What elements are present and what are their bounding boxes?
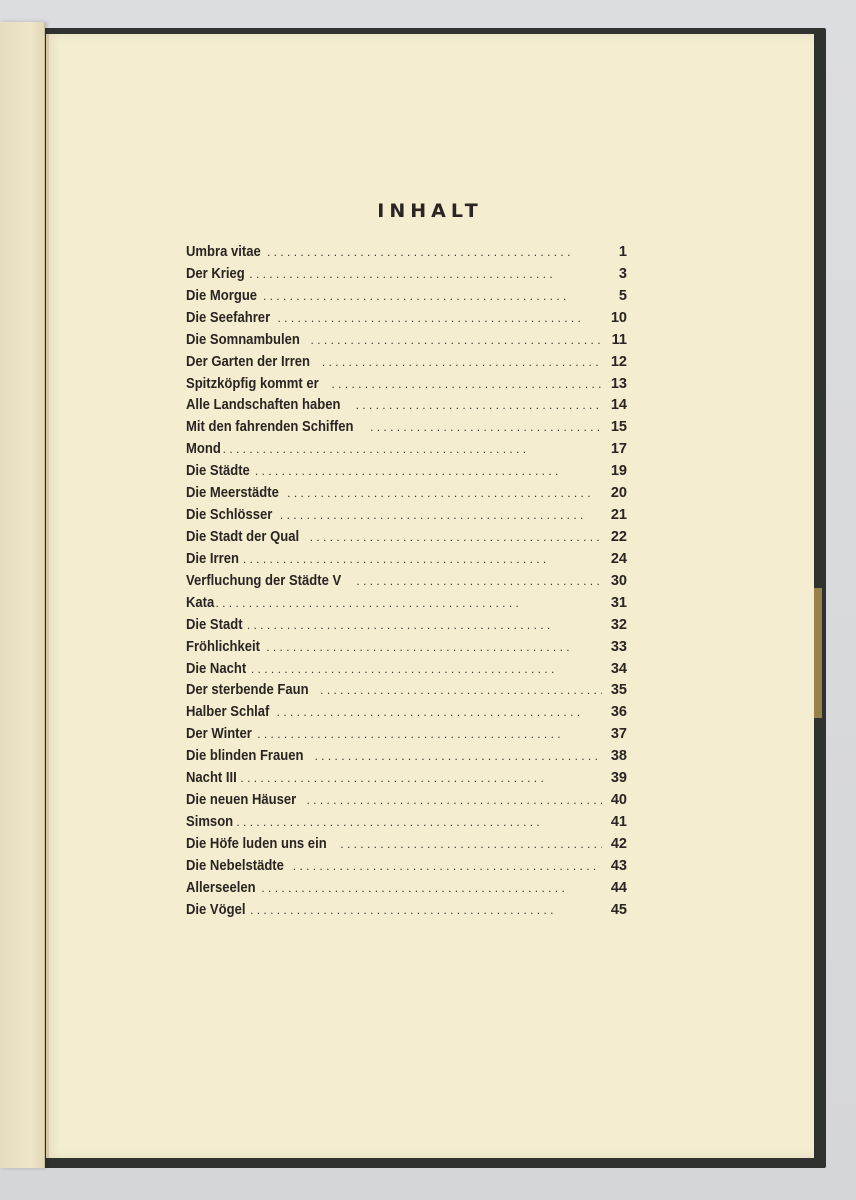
page-title: INHALT xyxy=(377,200,483,222)
toc-entry xyxy=(186,814,627,836)
dot-leader xyxy=(215,595,602,611)
dot-leader xyxy=(247,617,602,633)
toc-entry-page-number: 5 xyxy=(618,287,627,304)
dot-leader xyxy=(249,266,602,282)
toc-entry xyxy=(186,419,627,441)
toc-entry xyxy=(186,792,627,814)
dot-leader xyxy=(370,419,602,435)
left-flyleaf-page xyxy=(0,22,45,1168)
toc-entry-title: Die Somnambulen xyxy=(186,331,300,348)
toc-entry-title: Nacht III xyxy=(186,770,237,787)
toc-entry xyxy=(186,376,627,398)
toc-entry xyxy=(186,639,627,661)
toc-entry-title: Die Nacht xyxy=(186,660,247,677)
dot-leader xyxy=(340,836,602,852)
toc-entry-page-number: 41 xyxy=(610,813,627,830)
toc-entry-page-number: 21 xyxy=(610,507,627,524)
toc-entry-title: Allerseelen xyxy=(186,879,256,896)
dot-leader xyxy=(320,682,602,698)
dot-leader xyxy=(240,770,602,786)
toc-entry xyxy=(186,902,627,924)
toc-entry-page-number: 34 xyxy=(610,660,627,677)
dot-leader xyxy=(280,507,602,523)
dot-leader xyxy=(310,529,602,545)
toc-entry-title: Der sterbende Faun xyxy=(186,682,309,699)
toc-entry-title: Die Schlösser xyxy=(186,507,273,524)
toc-entry-page-number: 17 xyxy=(610,441,627,458)
dot-leader xyxy=(356,573,602,589)
dot-leader xyxy=(223,441,602,457)
toc-entry xyxy=(186,880,627,902)
toc-entry-title: Die neuen Häuser xyxy=(186,792,297,809)
toc-entry-page-number: 43 xyxy=(610,857,627,874)
dot-leader xyxy=(311,332,603,348)
toc-entry xyxy=(186,463,627,485)
toc-entry-title: Halber Schlaf xyxy=(186,704,270,721)
toc-entry-page-number: 24 xyxy=(610,550,627,567)
toc-entry-title: Verfluchung der Städte V xyxy=(186,572,342,589)
toc-entry xyxy=(186,244,627,266)
toc-entry-page-number: 14 xyxy=(610,397,627,414)
dot-leader xyxy=(236,814,602,830)
toc-entry-title: Die Irren xyxy=(186,550,239,567)
dot-leader xyxy=(266,639,602,655)
toc-entry-page-number: 31 xyxy=(610,594,627,611)
dot-leader xyxy=(263,288,602,304)
toc-entry xyxy=(186,661,627,683)
toc-entry-title: Simson xyxy=(186,813,234,830)
toc-entry-page-number: 11 xyxy=(611,331,627,348)
dot-leader xyxy=(331,376,602,392)
toc-entry-title: Die Vögel xyxy=(186,901,246,918)
toc-entry xyxy=(186,748,627,770)
toc-entry-page-number: 15 xyxy=(610,419,627,436)
toc-entry-page-number: 33 xyxy=(610,638,627,655)
dot-leader xyxy=(250,902,602,918)
toc-entry-page-number: 22 xyxy=(610,528,627,545)
toc-entry xyxy=(186,507,627,529)
dot-leader xyxy=(267,244,602,260)
toc-entry-title: Der Krieg xyxy=(186,265,245,282)
toc-entry-page-number: 45 xyxy=(610,901,627,918)
toc-entry-title: Die Seefahrer xyxy=(186,309,271,326)
dot-leader xyxy=(293,858,602,874)
toc-entry-title: Alle Landschaften haben xyxy=(186,397,341,414)
toc-entry-title: Kata xyxy=(186,594,215,611)
toc-entry-page-number: 32 xyxy=(610,616,627,633)
dot-leader xyxy=(251,661,602,677)
toc-entry-title: Mond xyxy=(186,441,221,458)
toc-entry-page-number: 40 xyxy=(610,792,627,809)
toc-entry-page-number: 39 xyxy=(610,770,627,787)
toc-entry-page-number: 10 xyxy=(610,309,627,326)
table-of-contents xyxy=(186,244,627,924)
toc-entry-title: Umbra vitae xyxy=(186,244,261,260)
toc-entry xyxy=(186,332,627,354)
dot-leader xyxy=(255,463,602,479)
toc-entry xyxy=(186,310,627,332)
toc-entry-title: Die Meerstädte xyxy=(186,485,279,502)
dot-leader xyxy=(287,485,602,501)
toc-entry-page-number: 38 xyxy=(610,748,627,765)
toc-entry xyxy=(186,441,627,463)
toc-entry xyxy=(186,704,627,726)
toc-entry-page-number: 3 xyxy=(618,265,627,282)
toc-entry-title: Die Morgue xyxy=(186,287,258,304)
toc-entry-page-number: 36 xyxy=(610,704,627,721)
toc-entry xyxy=(186,529,627,551)
dot-leader xyxy=(356,397,602,413)
toc-entry-page-number: 20 xyxy=(610,485,627,502)
dot-leader xyxy=(322,354,602,370)
dot-leader xyxy=(261,880,602,896)
toc-entry xyxy=(186,836,627,858)
toc-entry-title: Der Garten der Irren xyxy=(186,353,311,370)
dot-leader xyxy=(278,310,603,326)
toc-entry-title: Die Stadt xyxy=(186,616,243,633)
toc-entry-page-number: 30 xyxy=(610,572,627,589)
dot-leader xyxy=(243,551,602,567)
dot-leader xyxy=(315,748,602,764)
toc-entry-title: Die Höfe luden uns ein xyxy=(186,835,327,852)
toc-entry xyxy=(186,266,627,288)
toc-entry xyxy=(186,397,627,419)
toc-entry-page-number: 44 xyxy=(610,879,627,896)
dot-leader xyxy=(307,792,603,808)
toc-entry xyxy=(186,551,627,573)
toc-entry-title: Mit den fahrenden Schiffen xyxy=(186,419,354,436)
toc-entry xyxy=(186,770,627,792)
toc-entry xyxy=(186,858,627,880)
toc-entry xyxy=(186,617,627,639)
toc-entry-title: Die blinden Frauen xyxy=(186,748,304,765)
toc-entry-title: Die Nebelstädte xyxy=(186,857,284,874)
dot-leader xyxy=(257,726,602,742)
toc-entry-page-number: 19 xyxy=(610,463,627,480)
toc-entry-title: Die Städte xyxy=(186,463,250,480)
toc-entry-title: Der Winter xyxy=(186,726,252,743)
toc-entry-page-number: 13 xyxy=(610,375,627,392)
toc-entry-page-number: 35 xyxy=(610,682,627,699)
toc-entry xyxy=(186,726,627,748)
contents-page xyxy=(46,34,814,1158)
toc-entry xyxy=(186,682,627,704)
toc-entry xyxy=(186,595,627,617)
toc-entry-page-number: 42 xyxy=(610,835,627,852)
toc-entry-page-number: 12 xyxy=(610,353,627,370)
toc-entry xyxy=(186,354,627,376)
toc-entry-title: Spitzköpfig kommt er xyxy=(186,375,319,392)
toc-entry-page-number: 1 xyxy=(618,244,627,260)
dot-leader xyxy=(277,704,602,720)
toc-entry xyxy=(186,288,627,310)
toc-entry-title: Fröhlichkeit xyxy=(186,638,260,655)
toc-entry-title: Die Stadt der Qual xyxy=(186,528,300,545)
toc-entry xyxy=(186,485,627,507)
toc-entry-page-number: 37 xyxy=(610,726,627,743)
toc-entry xyxy=(186,573,627,595)
